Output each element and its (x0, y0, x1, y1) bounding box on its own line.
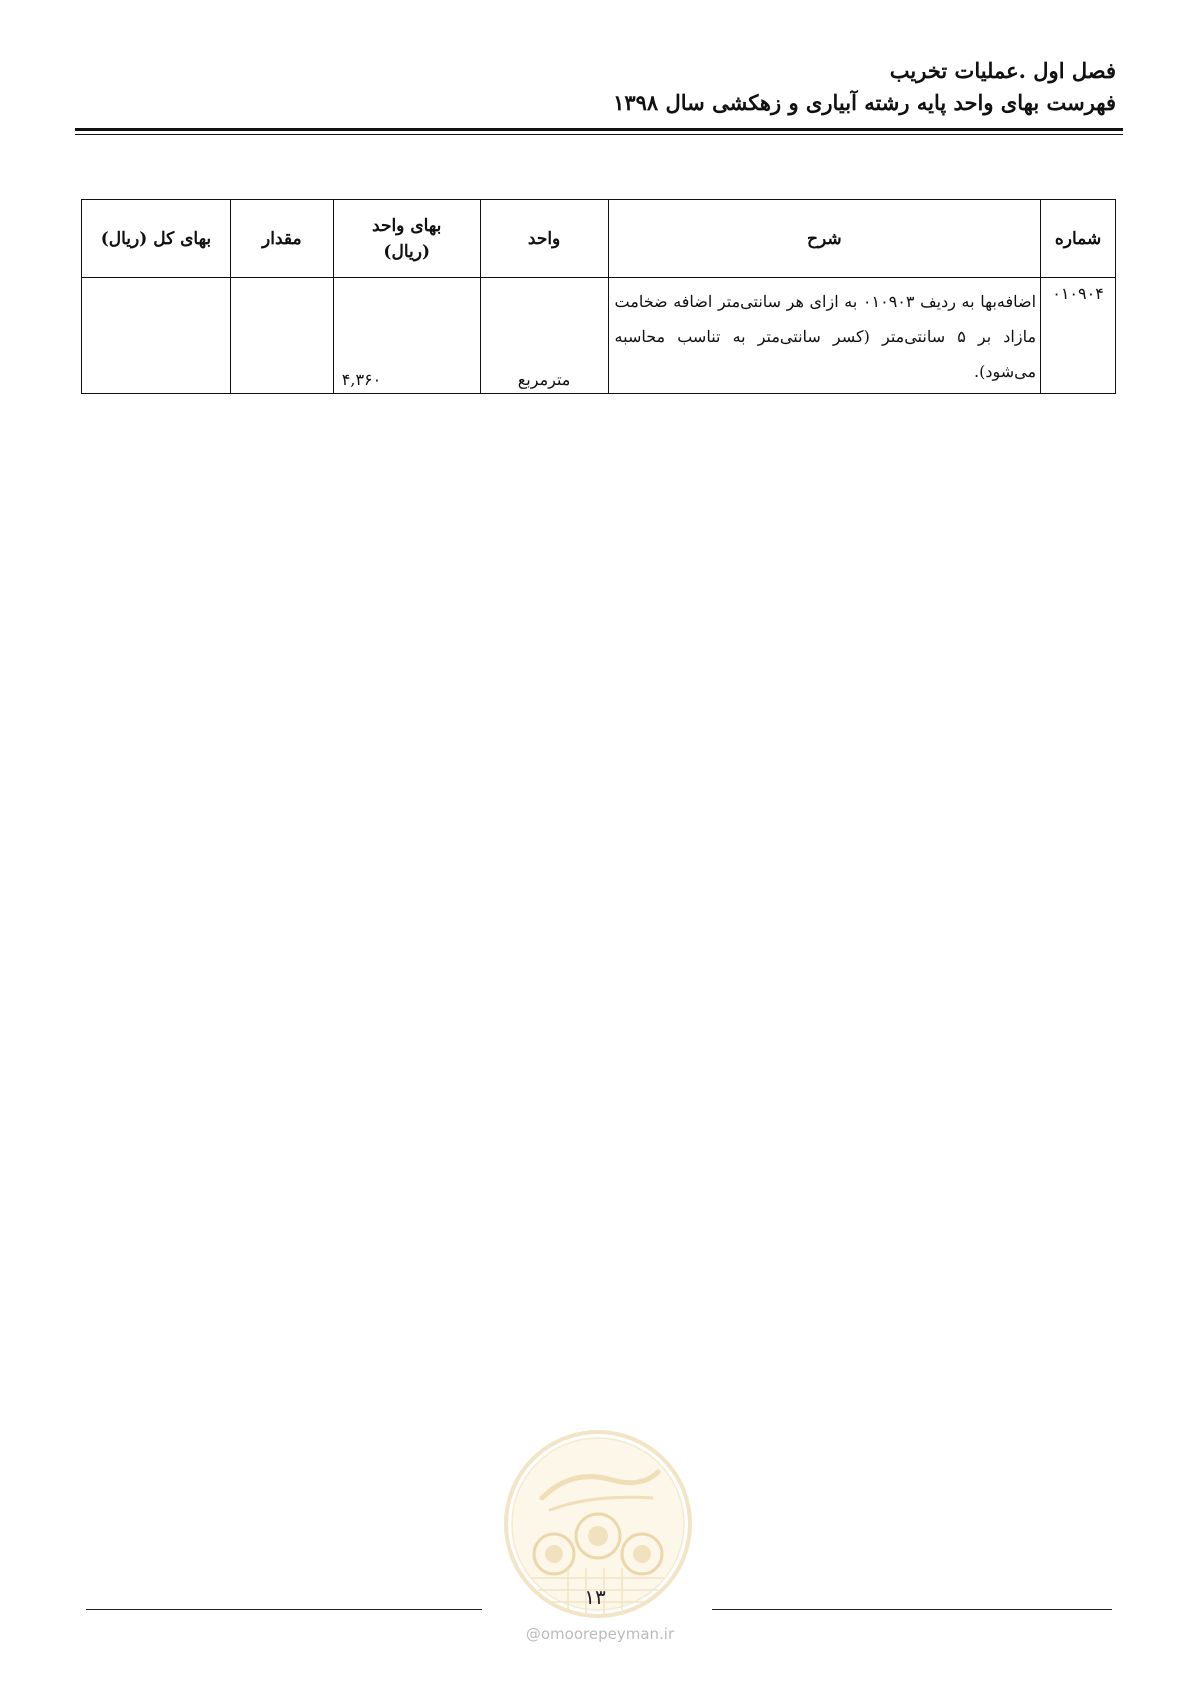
header-rule-thick (75, 128, 1123, 131)
header-quantity: مقدار (230, 200, 333, 278)
row-unit-price: ۴,۳۶۰ (333, 278, 480, 394)
table-row (82, 278, 1116, 394)
footer-rule-left (86, 1609, 482, 1610)
website-watermark: @omoorepeyman.ir (525, 1625, 675, 1643)
chapter-title: فصل اول .عملیات تخریب (889, 58, 1116, 83)
row-number: ۰۱۰۹۰۴ (1041, 278, 1116, 394)
row-unit: مترمربع (480, 278, 608, 394)
header-number: شماره (1041, 200, 1116, 278)
page-header (66, 55, 1116, 119)
header-unit-price-label: بهای واحد (372, 215, 442, 236)
row-description: اضافه‌بها به ردیف ۰۱۰۹۰۳ به ازای هر سانتی‌متر اضافه ضخامت مازاد بر ۵ سانتی‌متر (کسر سانتی‌متر به تناسب محاسبه می‌شود). (608, 278, 1041, 394)
row-total-price (82, 278, 231, 394)
footer-rule-right (712, 1609, 1112, 1610)
document-subtitle: فهرست بهای واحد پایه رشته آبیاری و زهکشی سال ۱۳۹۸ (613, 90, 1116, 115)
row-quantity (230, 278, 333, 394)
page-number: ۱۳ (584, 1585, 606, 1609)
header-unit-price (333, 200, 480, 278)
header-rule-thin (75, 134, 1123, 135)
header-total-price: بهای کل (ریال) (82, 200, 231, 278)
header-description: شرح (608, 200, 1041, 278)
price-list-table (81, 199, 1116, 394)
header-unit: واحد (480, 200, 608, 278)
header-unit-price-currency: (ریال) (383, 241, 430, 262)
table-header-row (82, 200, 1116, 278)
